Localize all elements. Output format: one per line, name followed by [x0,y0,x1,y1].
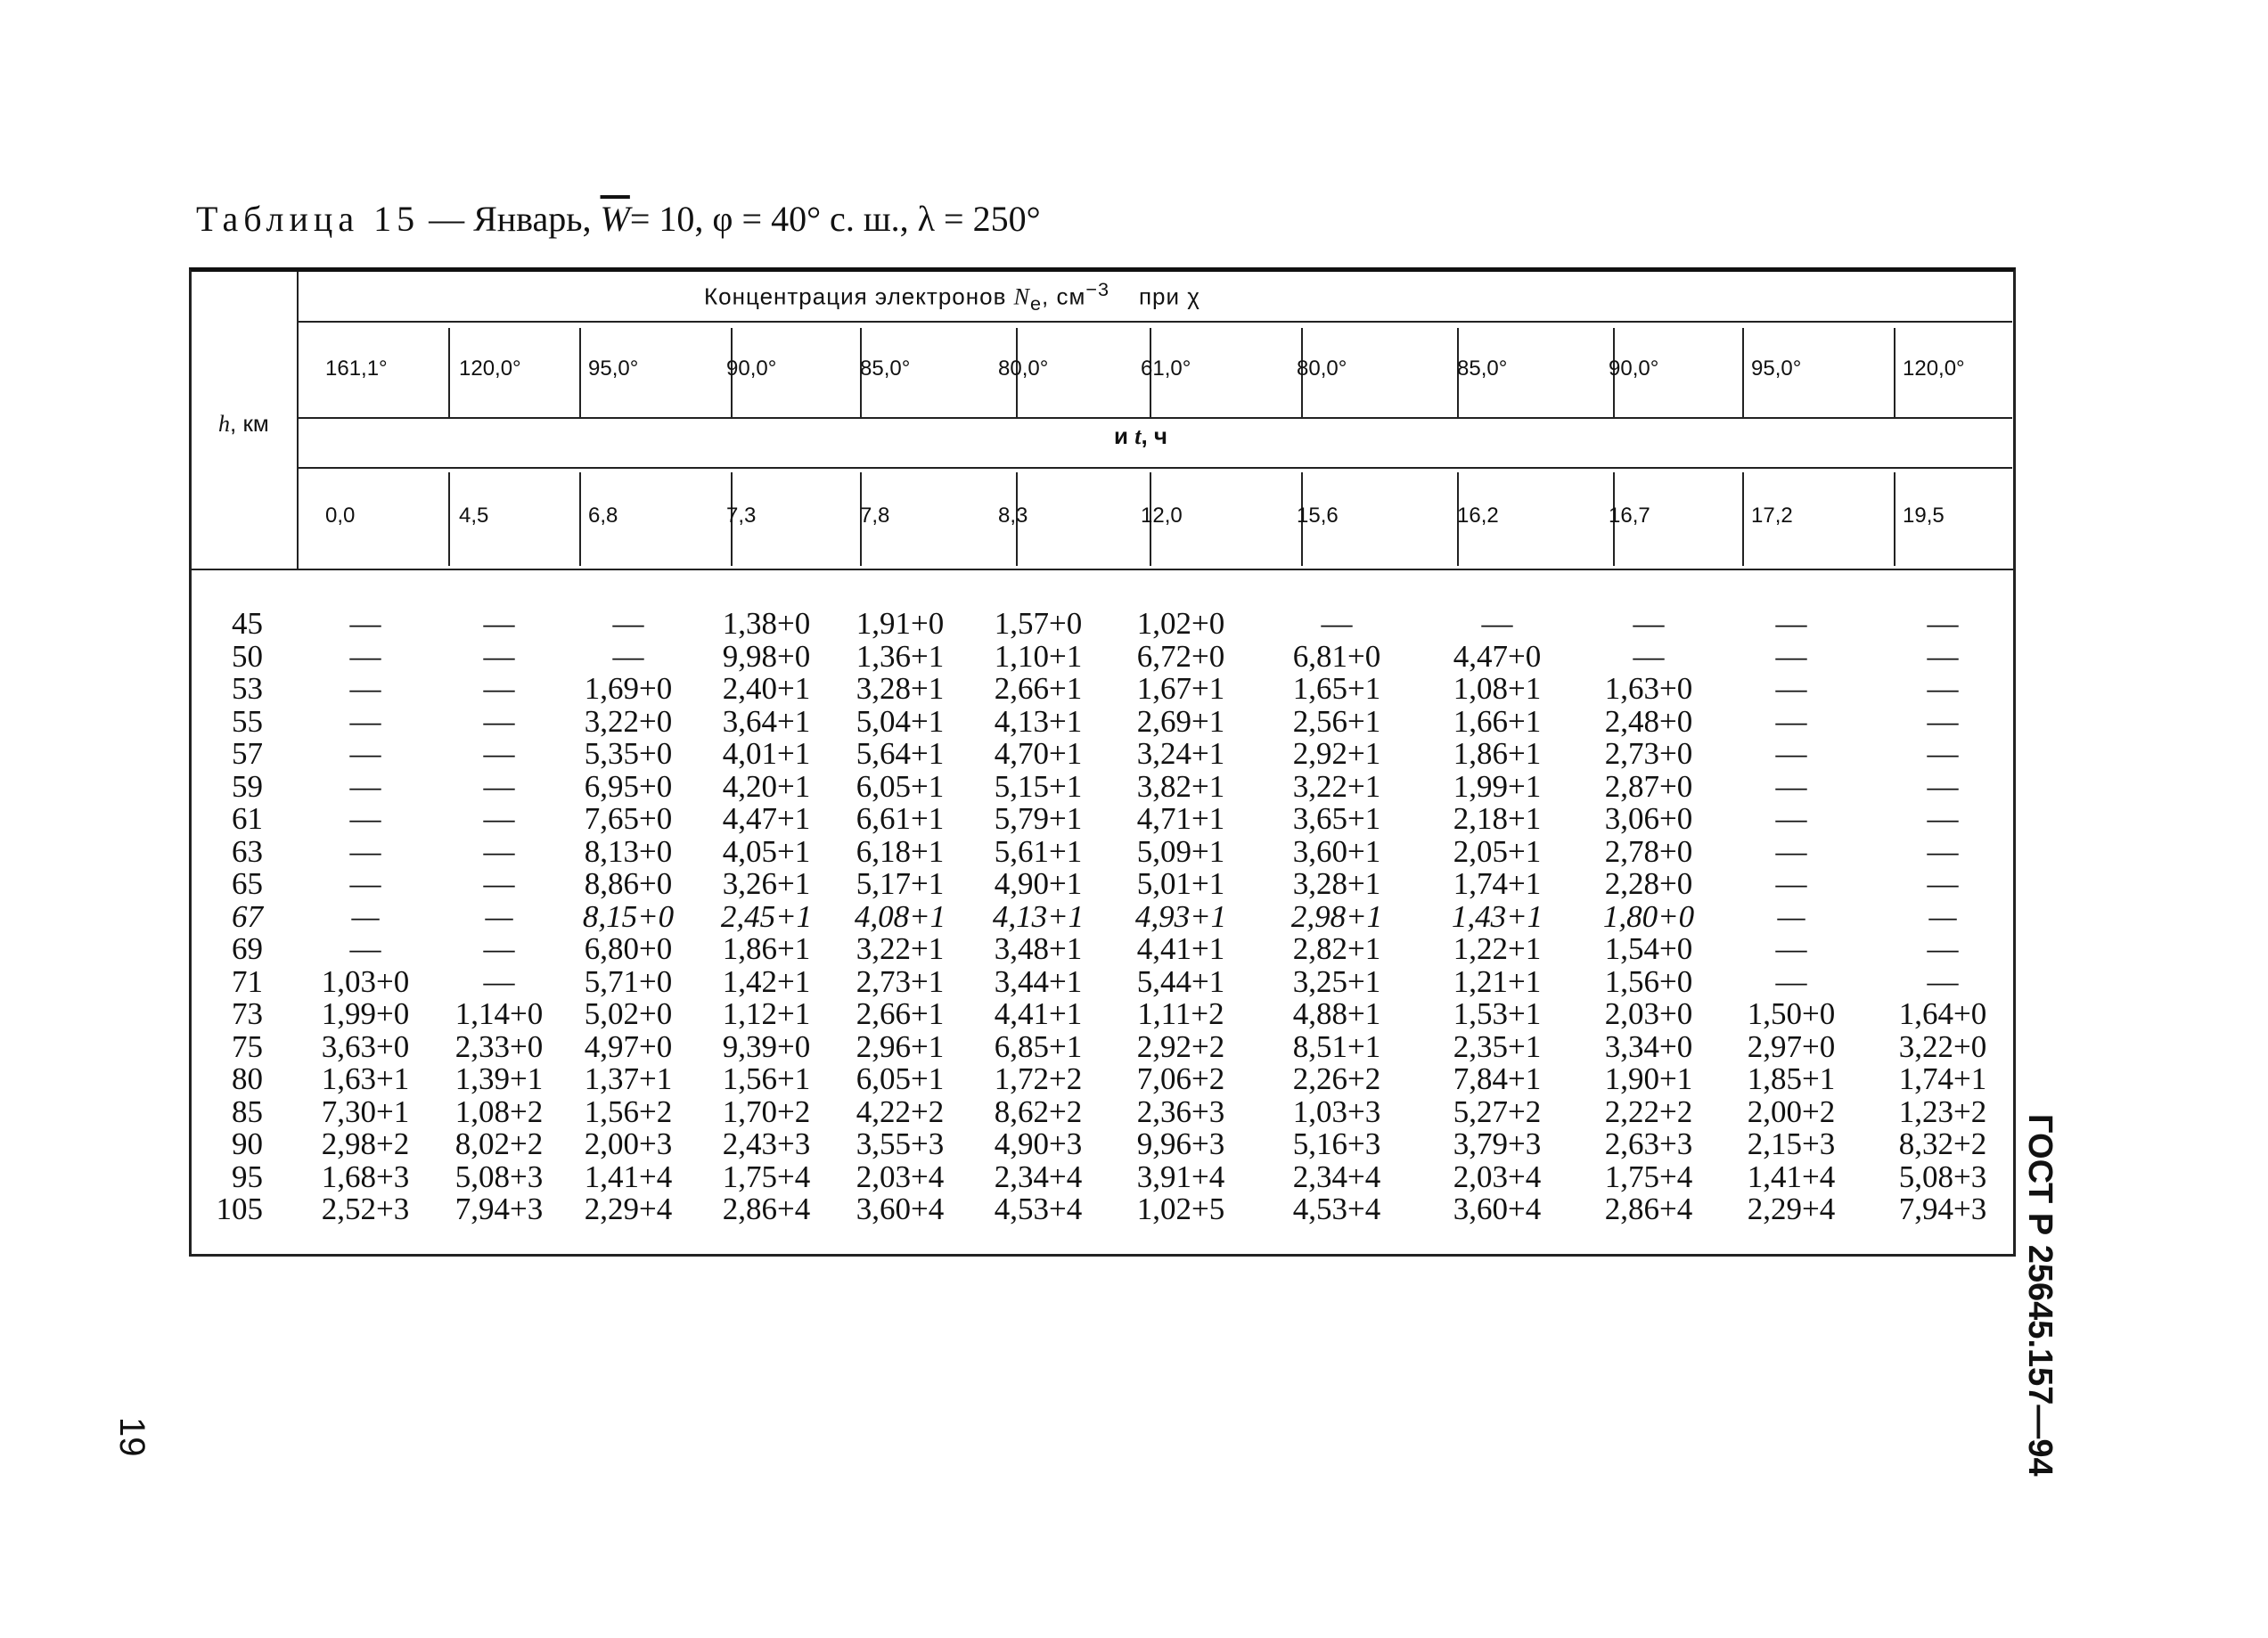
concentration-cell: 3,22+1 [856,931,945,966]
concentration-cell: 1,56+1 [722,1061,811,1096]
row-height-value: 95 [232,1159,263,1194]
concentration-cell: 2,03+4 [1453,1159,1542,1194]
concentration-cell: — [349,833,381,869]
concentration-cell: 2,63+3 [1604,1126,1693,1161]
t-header-cell: 6,8 [588,504,618,528]
concentration-cell: 2,03+4 [856,1159,945,1194]
concentration-cell: 4,53+4 [994,1192,1083,1226]
concentration-cell: 2,78+0 [1604,833,1693,869]
t-header-cell: 0,0 [325,504,356,528]
concentration-cell: 1,67+1 [1136,671,1225,706]
concentration-cell: 2,86+4 [722,1192,811,1226]
concentration-cell: 4,20+1 [722,768,811,804]
concentration-cell: — [349,866,381,901]
concentration-cell: 3,60+4 [1453,1192,1542,1226]
concentration-cell: 1,90+1 [1604,1061,1693,1096]
concentration-cell: 1,86+1 [722,931,811,966]
concentration-cell: 1,75+4 [1604,1159,1693,1194]
concentration-cell: 1,91+0 [856,606,945,641]
concentration-cell: 3,22+1 [1292,768,1381,804]
concentration-cell: 4,05+1 [722,833,811,869]
concentration-cell: — [1775,736,1807,771]
chi-header-cell: 80,0° [998,356,1049,381]
concentration-cell: 2,92+1 [1292,736,1381,771]
concentration-cell: — [1927,866,1959,901]
concentration-cell: 7,84+1 [1453,1061,1542,1096]
concentration-cell: 3,64+1 [722,703,811,739]
row-height-value: 85 [232,1093,263,1129]
concentration-cell: — [483,768,515,804]
caption-params: = 10, φ = 40° с. ш., λ = 250° [629,199,1041,239]
chi-header-cell: 85,0° [860,356,911,381]
concentration-cell: 1,53+1 [1453,996,1542,1031]
concentration-cell: — [349,931,381,966]
chi-header-cell: 95,0° [588,356,639,381]
concentration-cell: 1,99+0 [321,996,410,1031]
header-rule-1 [297,321,2012,323]
header-col-divider [448,472,450,566]
concentration-cell: 6,95+0 [584,768,673,804]
concentration-cell: 2,05+1 [1453,833,1542,869]
concentration-cell: 1,14+0 [454,996,544,1031]
concentration-cell: 6,05+1 [856,1061,945,1096]
concentration-cell: — [349,606,381,641]
concentration-cell: 4,97+0 [584,1028,673,1064]
concentration-cell: 7,06+2 [1136,1061,1225,1096]
concentration-cell: — [483,963,515,999]
row-height-value: 53 [232,671,263,706]
t-header-cell: 16,2 [1457,504,1499,528]
concentration-cell: — [1927,931,1959,966]
header-col-divider [448,328,450,417]
concentration-cell: 1,03+3 [1292,1093,1381,1129]
concentration-cell: 2,00+3 [584,1126,673,1161]
concentration-cell: 6,18+1 [856,833,945,869]
concentration-cell: 1,74+1 [1898,1061,1987,1096]
concentration-cell: 1,02+5 [1136,1192,1225,1226]
row-height-value: 55 [232,703,263,739]
concentration-cell: 8,86+0 [584,866,673,901]
concentration-cell: 5,09+1 [1136,833,1225,869]
concentration-cell: 2,52+3 [321,1192,410,1226]
t-header-cell: 7,3 [726,504,757,528]
concentration-cell: 1,03+0 [321,963,410,999]
concentration-cell: 2,86+4 [1604,1192,1693,1226]
concentration-cell: 2,34+4 [994,1159,1083,1194]
concentration-cell: 9,39+0 [722,1028,811,1064]
concentration-cell: 6,05+1 [856,768,945,804]
concentration-cell: 6,61+1 [856,801,945,836]
concentration-cell: 7,94+3 [454,1192,544,1226]
caption-month: Январь, [473,199,592,239]
concentration-cell: — [1775,671,1807,706]
concentration-cell: 4,90+1 [994,866,1083,901]
row-height-value: 67 [232,898,263,934]
concentration-cell: 1,74+1 [1453,866,1542,901]
concentration-cell: 2,33+0 [454,1028,544,1064]
t-header-cell: 19,5 [1903,504,1945,528]
concentration-cell: — [1633,606,1665,641]
concentration-cell: 3,55+3 [856,1126,945,1161]
row-height-value: 61 [232,801,263,836]
concentration-cell: 1,43+1 [1451,898,1543,934]
concentration-cell: — [483,671,515,706]
concentration-cell: — [1927,638,1959,674]
concentration-cell: 5,01+1 [1136,866,1225,901]
concentration-cell: 1,70+2 [722,1093,811,1129]
concentration-header: Концентрация электронов $N_e$, $см^{-3}$ при χ [704,278,1200,315]
concentration-cell: 1,63+1 [321,1061,410,1096]
concentration-cell: 2,73+0 [1604,736,1693,771]
concentration-cell: 1,57+0 [994,606,1083,641]
concentration-cell: 2,40+1 [722,671,811,706]
concentration-cell: 2,36+3 [1136,1093,1225,1129]
concentration-cell: — [483,801,515,836]
concentration-cell: 4,13+1 [992,898,1085,934]
concentration-cell: 5,27+2 [1453,1093,1542,1129]
concentration-cell: — [1927,833,1959,869]
h-column-divider [297,272,299,569]
concentration-cell: 1,75+4 [722,1159,811,1194]
concentration-cell: 2,87+0 [1604,768,1693,804]
concentration-cell: 1,11+2 [1137,996,1224,1031]
concentration-cell: 5,08+3 [1898,1159,1987,1194]
concentration-cell: — [483,931,515,966]
concentration-cell: 9,98+0 [722,638,811,674]
concentration-cell: 2,03+0 [1604,996,1693,1031]
concentration-cell: — [1777,898,1805,934]
concentration-cell: 2,96+1 [856,1028,945,1064]
concentration-cell: 2,28+0 [1604,866,1693,901]
concentration-cell: 4,08+1 [854,898,946,934]
concentration-cell: 5,17+1 [856,866,945,901]
concentration-cell: 8,13+0 [584,833,673,869]
concentration-cell: 1,37+1 [584,1061,673,1096]
row-height-value: 71 [232,963,263,999]
concentration-cell: 4,41+1 [994,996,1083,1031]
concentration-cell: — [351,898,380,934]
concentration-cell: 1,23+2 [1898,1093,1987,1129]
concentration-cell: — [1927,963,1959,999]
chi-header-cell: 90,0° [726,356,777,381]
header-col-divider [579,472,581,566]
concentration-cell: 3,48+1 [994,931,1083,966]
concentration-cell: — [349,768,381,804]
concentration-cell: 1,68+3 [321,1159,410,1194]
page-number: 19 [112,1417,151,1457]
concentration-cell: 3,22+0 [584,703,673,739]
concentration-cell: 1,08+2 [454,1093,544,1129]
concentration-cell: — [1775,638,1807,674]
header-bottom-rule [191,569,2014,570]
concentration-cell: 5,04+1 [856,703,945,739]
concentration-cell: 7,30+1 [321,1093,410,1129]
header-col-divider [1742,472,1744,566]
concentration-cell: 6,81+0 [1292,638,1381,674]
row-height-value: 105 [216,1192,263,1226]
t-header-cell: 7,8 [860,504,890,528]
gost-side-label: ГОСТ Р 25645.157—94 [2021,1114,2059,1477]
concentration-cell: 3,60+1 [1292,833,1381,869]
row-height-value: 50 [232,638,263,674]
concentration-cell: — [1927,768,1959,804]
concentration-cell: 5,15+1 [994,768,1083,804]
concentration-cell: 2,92+2 [1136,1028,1225,1064]
concentration-cell: 1,41+4 [584,1159,673,1194]
concentration-cell: 8,02+2 [454,1126,544,1161]
concentration-cell: 2,97+0 [1747,1028,1836,1064]
concentration-cell: 3,63+0 [321,1028,410,1064]
concentration-cell: 5,02+0 [584,996,673,1031]
concentration-cell: 3,22+0 [1898,1028,1987,1064]
concentration-cell: 3,06+0 [1604,801,1693,836]
concentration-cell: 8,32+2 [1898,1126,1987,1161]
concentration-cell: 1,72+2 [994,1061,1083,1096]
concentration-cell: 4,70+1 [994,736,1083,771]
row-height-value: 75 [232,1028,263,1064]
concentration-cell: 2,66+1 [856,996,945,1031]
concentration-cell: 1,08+1 [1453,671,1542,706]
concentration-cell: — [1633,638,1665,674]
concentration-cell: 2,98+1 [1290,898,1383,934]
concentration-cell: 5,71+0 [584,963,673,999]
concentration-cell: 3,65+1 [1292,801,1381,836]
time-header: и t, ч [1114,422,1167,449]
t-header-cell: 17,2 [1751,504,1793,528]
concentration-cell: 1,65+1 [1292,671,1381,706]
concentration-cell: 3,26+1 [722,866,811,901]
row-height-value: 45 [232,606,263,641]
concentration-cell: 9,96+3 [1136,1126,1225,1161]
concentration-cell: 1,54+0 [1604,931,1693,966]
concentration-cell: 4,53+4 [1292,1192,1381,1226]
concentration-cell: 2,18+1 [1453,801,1542,836]
concentration-cell: 2,22+2 [1604,1093,1693,1129]
concentration-cell: — [1927,671,1959,706]
concentration-cell: 1,80+0 [1602,898,1695,934]
concentration-cell: — [483,703,515,739]
concentration-cell: 5,61+1 [994,833,1083,869]
concentration-cell: — [1775,801,1807,836]
concentration-cell: 2,98+2 [321,1126,410,1161]
concentration-cell: 2,29+4 [1747,1192,1836,1226]
concentration-cell: — [1775,866,1807,901]
h-km-header: h, км [218,410,269,437]
t-header-cell: 8,3 [998,504,1028,528]
concentration-cell: 2,00+2 [1747,1093,1836,1129]
concentration-cell: 1,21+1 [1453,963,1542,999]
concentration-cell: 1,41+4 [1747,1159,1836,1194]
table-caption [196,198,1041,240]
chi-header-cell: 120,0° [1903,356,1965,381]
chi-header-cell: 120,0° [459,356,521,381]
concentration-cell: 3,24+1 [1136,736,1225,771]
concentration-cell: 3,28+1 [856,671,945,706]
concentration-cell: 2,66+1 [994,671,1083,706]
concentration-cell: 4,47+0 [1453,638,1542,674]
caption-w-symbol: $\overline{W}$ [600,199,630,239]
concentration-cell: 1,64+0 [1898,996,1987,1031]
concentration-cell: — [483,833,515,869]
concentration-cell: 1,56+0 [1604,963,1693,999]
concentration-cell: 1,69+0 [584,671,673,706]
concentration-cell: 4,93+1 [1134,898,1227,934]
concentration-cell: — [349,736,381,771]
concentration-cell: 4,71+1 [1136,801,1225,836]
concentration-cell: 1,38+0 [722,606,811,641]
t-header-cell: 4,5 [459,504,489,528]
chi-header-cell: 95,0° [1751,356,1802,381]
header-rule-2 [297,417,2012,419]
concentration-cell: 4,88+1 [1292,996,1381,1031]
concentration-cell: 2,29+4 [584,1192,673,1226]
concentration-cell: 3,91+4 [1136,1159,1225,1194]
header-rule-3 [297,467,2012,469]
concentration-cell: 3,79+3 [1453,1126,1542,1161]
concentration-cell: 5,35+0 [584,736,673,771]
concentration-cell: 5,44+1 [1136,963,1225,999]
concentration-cell: 3,82+1 [1136,768,1225,804]
concentration-cell: — [1775,963,1807,999]
concentration-cell: 1,36+1 [856,638,945,674]
concentration-cell: 5,08+3 [454,1159,544,1194]
concentration-cell: — [1775,703,1807,739]
concentration-cell: 1,66+1 [1453,703,1542,739]
row-height-value: 59 [232,768,263,804]
chi-header-cell: 90,0° [1609,356,1659,381]
concentration-cell: — [349,801,381,836]
concentration-cell: 1,99+1 [1453,768,1542,804]
concentration-cell: — [483,866,515,901]
concentration-cell: 1,85+1 [1747,1061,1836,1096]
concentration-cell: 3,60+4 [856,1192,945,1226]
concentration-cell: — [1928,898,1957,934]
concentration-cell: — [1321,606,1353,641]
concentration-cell: — [612,606,644,641]
concentration-cell: — [1775,931,1807,966]
concentration-cell: — [1927,606,1959,641]
concentration-cell: 6,80+0 [584,931,673,966]
chi-header-cell: 61,0° [1141,356,1191,381]
concentration-cell: — [483,606,515,641]
chi-header-cell: 80,0° [1297,356,1347,381]
concentration-cell: 2,48+0 [1604,703,1693,739]
concentration-cell: 4,90+3 [994,1126,1083,1161]
concentration-cell: 1,86+1 [1453,736,1542,771]
concentration-cell: 3,25+1 [1292,963,1381,999]
header-col-divider [579,328,581,417]
concentration-cell: 5,64+1 [856,736,945,771]
concentration-cell: 2,43+3 [722,1126,811,1161]
chi-header-cell: 85,0° [1457,356,1508,381]
concentration-cell: — [485,898,513,934]
concentration-cell: — [349,638,381,674]
concentration-cell: 1,02+0 [1136,606,1225,641]
caption-dash: — [429,199,465,239]
concentration-cell: — [483,736,515,771]
concentration-cell: 1,12+1 [722,996,811,1031]
t-header-cell: 15,6 [1297,504,1339,528]
concentration-cell: — [1927,703,1959,739]
concentration-cell: 3,28+1 [1292,866,1381,901]
concentration-cell: 2,45+1 [720,898,813,934]
row-height-value: 57 [232,736,263,771]
row-height-value: 73 [232,996,263,1031]
concentration-cell: 1,10+1 [994,638,1083,674]
concentration-cell: — [1775,768,1807,804]
row-height-value: 63 [232,833,263,869]
concentration-cell: 7,94+3 [1898,1192,1987,1226]
concentration-cell: 1,56+2 [584,1093,673,1129]
t-header-cell: 12,0 [1141,504,1183,528]
concentration-cell: — [349,671,381,706]
header-col-divider [1894,472,1895,566]
concentration-cell: 2,56+1 [1292,703,1381,739]
concentration-cell: 4,13+1 [994,703,1083,739]
concentration-cell: 2,34+4 [1292,1159,1381,1194]
concentration-cell: 2,69+1 [1136,703,1225,739]
concentration-cell: 6,72+0 [1136,638,1225,674]
concentration-cell: — [1775,606,1807,641]
header-col-divider [1894,328,1895,417]
concentration-cell: 1,42+1 [722,963,811,999]
concentration-cell: 2,15+3 [1747,1126,1836,1161]
table-number: Таблица 15 [196,199,421,239]
concentration-cell: 2,35+1 [1453,1028,1542,1064]
concentration-cell: 2,73+1 [856,963,945,999]
concentration-cell: 1,63+0 [1604,671,1693,706]
concentration-cell: 4,01+1 [722,736,811,771]
concentration-cell: 2,26+2 [1292,1061,1381,1096]
chi-header-cell: 161,1° [325,356,388,381]
concentration-cell: 7,65+0 [584,801,673,836]
concentration-cell: 4,47+1 [722,801,811,836]
concentration-cell: 1,39+1 [454,1061,544,1096]
concentration-cell: 8,51+1 [1292,1028,1381,1064]
concentration-cell: — [483,638,515,674]
concentration-cell: 1,22+1 [1453,931,1542,966]
concentration-cell: 5,16+3 [1292,1126,1381,1161]
t-header-cell: 16,7 [1609,504,1650,528]
header-col-divider [1742,328,1744,417]
concentration-cell: — [1927,801,1959,836]
row-height-value: 69 [232,931,263,966]
concentration-cell: — [1481,606,1513,641]
concentration-cell: — [612,638,644,674]
row-height-value: 90 [232,1126,263,1161]
concentration-cell: 3,44+1 [994,963,1083,999]
concentration-cell: 5,79+1 [994,801,1083,836]
row-height-value: 65 [232,866,263,901]
concentration-cell: 2,82+1 [1292,931,1381,966]
concentration-cell: 8,15+0 [582,898,675,934]
concentration-cell: 8,62+2 [994,1093,1083,1129]
concentration-cell: 6,85+1 [994,1028,1083,1064]
concentration-cell: 4,41+1 [1136,931,1225,966]
concentration-cell: 3,34+0 [1604,1028,1693,1064]
row-height-value: 80 [232,1061,263,1096]
concentration-cell: — [349,703,381,739]
concentration-cell: 1,50+0 [1747,996,1836,1031]
concentration-cell: 4,22+2 [856,1093,945,1129]
concentration-cell: — [1927,736,1959,771]
concentration-cell: — [1775,833,1807,869]
